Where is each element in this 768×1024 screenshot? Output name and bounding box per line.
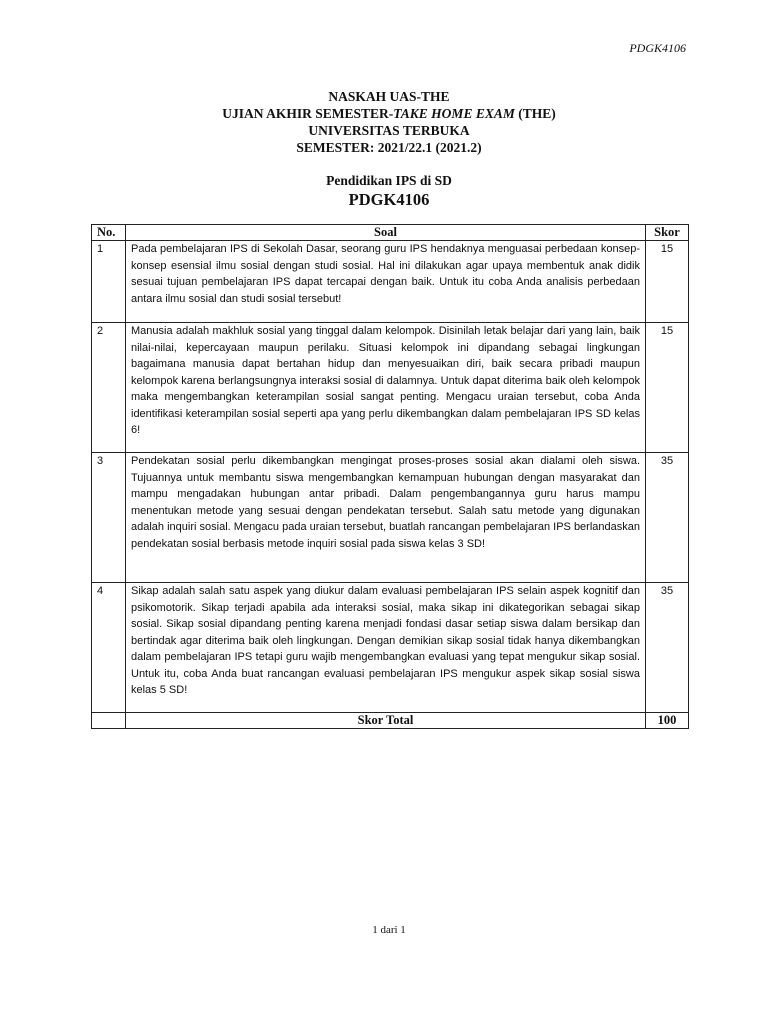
question-score: 15: [646, 241, 689, 323]
page-number: 1 dari 1: [372, 924, 406, 936]
header-no: No.: [92, 225, 126, 241]
title-line-2-suffix: (THE): [514, 106, 556, 121]
question-number: 1: [92, 241, 126, 323]
exam-title-block: [0, 88, 768, 156]
table-row: [92, 323, 689, 453]
title-line-2-italic: TAKE HOME EXAM: [393, 106, 515, 121]
title-line-4: SEMESTER: 2021/22.1 (2021.2): [296, 140, 482, 155]
table-row: [92, 453, 689, 583]
question-score: 35: [646, 453, 689, 583]
question-score: 35: [646, 583, 689, 713]
total-row: [92, 713, 689, 729]
exam-table: [91, 224, 689, 729]
header-skor: Skor: [646, 225, 689, 241]
title-line-2-prefix: UJIAN AKHIR SEMESTER-: [222, 106, 394, 121]
document-code: PDGK4106: [629, 41, 686, 55]
table-row: [92, 583, 689, 713]
total-value: 100: [646, 713, 689, 729]
question-text: Manusia adalah makhluk sosial yang tinggal dalam kelompok. Disinilah letak belajar dari yang lain, baik nilai-nilai, kepercayaan maupun perilaku. Situasi kelompok ini dipandang sebagai lingkungan bagaimana manusia dapat bertahan hidup dan menyesuaikan diri, baik secara pribadi maupun kelompok karena berlangsungnya interaksi sosial di dalamnya. Untuk dapat diterima baik oleh kelompok maka mengembangkan keterampilan sosial sangat penting. Mengacu uraian tersebut, coba Anda identifikasi keterampilan sosial seperti apa yang perlu dikembangkan dalam pembelajaran IPS SD kelas 6!: [126, 323, 646, 453]
question-number: 2: [92, 323, 126, 453]
question-score: 15: [646, 323, 689, 453]
title-line-3: UNIVERSITAS TERBUKA: [308, 123, 470, 138]
question-number: 4: [92, 583, 126, 713]
table-header-row: [92, 225, 689, 241]
header-soal: Soal: [126, 225, 646, 241]
question-text: Sikap adalah salah satu aspek yang diukur dalam evaluasi pembelajaran IPS selain aspek kognitif dan psikomotorik. Sikap terjadi apabila ada interaksi sosial, maka sikap ini dikategorikan sebagai sikap sosial. Sikap sosial dipandang penting karena menjadi fondasi dasar setiap siswa dalam bersikap dan bertindak agar diterima baik oleh lingkungan. Dengan demikian sikap sosial tidak hanya dikembangkan dalam pembelajaran IPS tetapi guru wajib mengembangkan evaluasi yang tepat mengukur sikap sosial. Untuk itu, coba Anda buat rancangan evaluasi pembelajaran IPS mengukur aspek sikap sosial siswa kelas 5 SD!: [126, 583, 646, 713]
question-text: Pendekatan sosial perlu dikembangkan mengingat proses-proses sosial akan dialami oleh siswa. Tujuannya untuk membantu siswa mengembangkan kemampuan hubungan dengan masyarakat dan mampu mengadakan hubungan antar pribadi. Dalam pengembangannya guru harus mampu menentukan metode yang sesuai dengan pendekatan tersebut. Salah satu metode yang digunakan adalah inquiri sosial. Mengacu pada uraian tersebut, buatlah rancangan pembelajaran IPS berlandaskan pendekatan sosial berbasis metode inquiri sosial pada siswa kelas 3 SD!: [126, 453, 646, 583]
question-number: 3: [92, 453, 126, 583]
question-text: Pada pembelajaran IPS di Sekolah Dasar, seorang guru IPS hendaknya menguasai perbedaan konsep-konsep esensial ilmu sosial dengan studi sosial. Hal ini dilakukan agar upaya membentuk anak didik sesuai tujuan pembelajaran IPS dapat tercapai dengan baik. Untuk itu coba Anda analisis perbedaan antara ilmu sosial dan studi sosial tersebut!: [126, 241, 646, 323]
course-name: Pendidikan IPS di SD: [326, 173, 452, 188]
table-row: [92, 241, 689, 323]
total-label: Skor Total: [126, 713, 646, 729]
course-code: PDGK4106: [348, 190, 430, 209]
title-line-1: NASKAH UAS-THE: [328, 89, 450, 104]
title-line-2: [0, 105, 768, 122]
total-empty-cell: [92, 713, 126, 729]
